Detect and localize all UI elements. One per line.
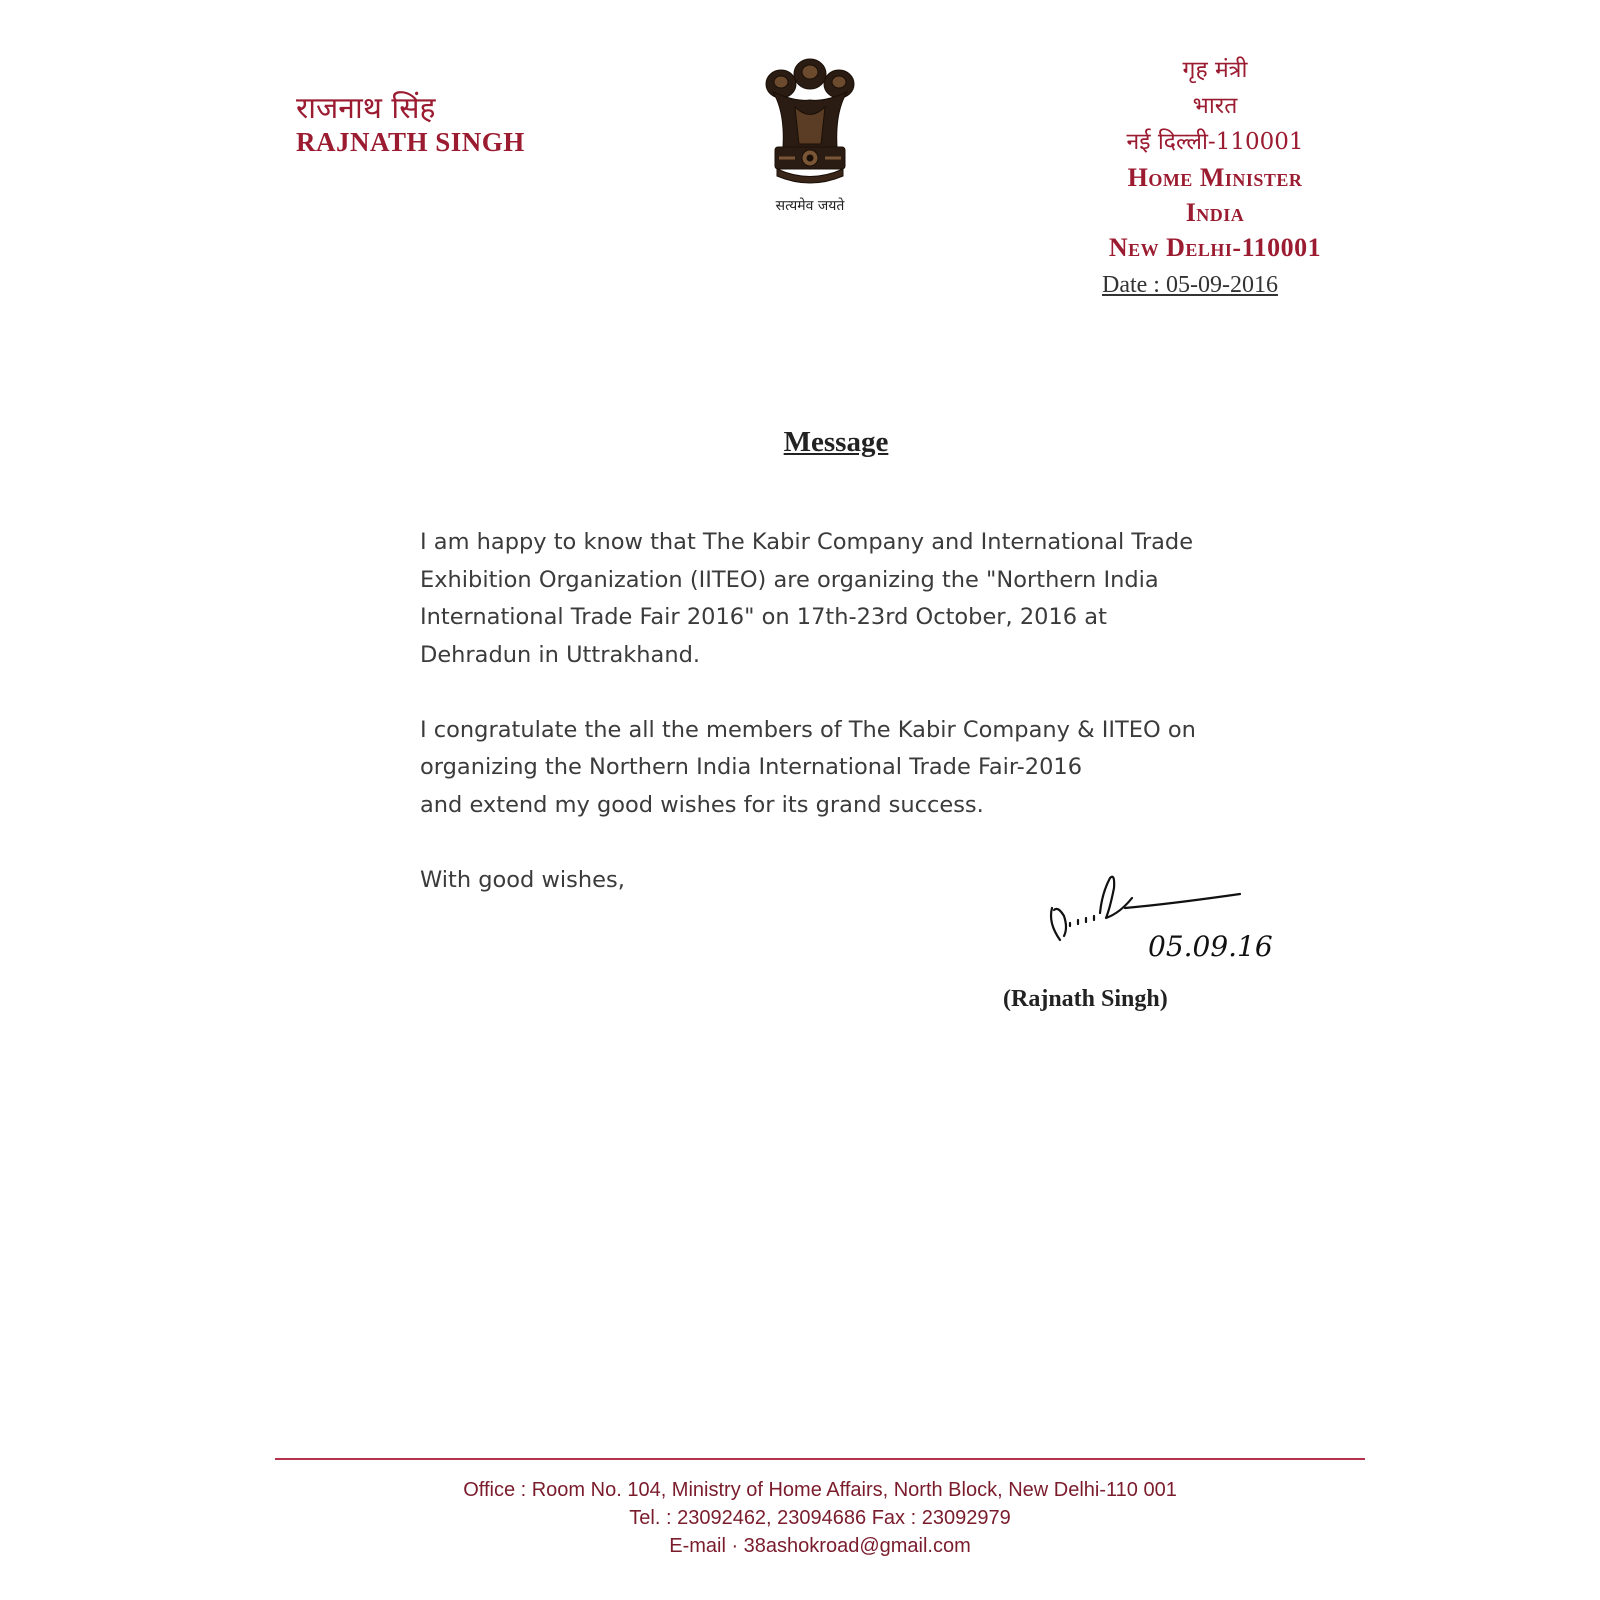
sender-name-hindi: राजनाथ सिंह	[296, 91, 436, 126]
closing-line: With good wishes,	[420, 866, 625, 893]
message-title: Message	[783, 426, 889, 458]
emblem-motto: सत्यमेव जयते	[775, 198, 845, 214]
country-english: India	[1185, 198, 1245, 227]
body-paragraph-2a: I congratulate the all the members of The Kabir Company & IITEO on organizing the Northern India International Trade Fair-2016	[420, 716, 1196, 780]
footer-office-address: Office : Room No. 104, Ministry of Home Affairs, North Block, New Delhi-110 001	[463, 1479, 1177, 1501]
country-hindi: भारत	[1192, 93, 1238, 119]
footer-phone-fax: Tel. : 23092462, 23094686 Fax : 23092979	[629, 1507, 1011, 1529]
designation-english: Home Minister	[1127, 163, 1303, 192]
signer-name: (Rajnath Singh)	[1003, 986, 1168, 1012]
footer-email: E-mail · 38ashokroad@gmail.com	[669, 1535, 971, 1557]
signature-date: 05.09.16	[1148, 930, 1273, 963]
national-emblem-icon	[755, 52, 865, 202]
handwritten-signature	[1040, 868, 1290, 968]
city-english: New Delhi-110001	[1108, 233, 1322, 262]
office-address-block	[1060, 52, 1370, 265]
sender-name-english: RAJNATH SINGH	[296, 127, 525, 157]
body-paragraph-2b: and extend my good wishes for its grand success.	[420, 791, 984, 818]
message-body	[420, 524, 1200, 899]
footer-contact	[0, 1476, 1600, 1560]
letter-date: Date : 05-09-2016	[1102, 272, 1278, 298]
body-paragraph-1: I am happy to know that The Kabir Company and International Trade Exhibition Organization (IITEO) are organizing the "Northern India International Trade Fair 2016" on 17th-23rd October, 2016 at Dehradun in Uttrakhand.	[420, 529, 1194, 668]
city-hindi: नई दिल्ली-110001	[1126, 129, 1304, 155]
designation-hindi: गृह मंत्री	[1182, 57, 1248, 83]
footer-divider	[275, 1458, 1365, 1460]
